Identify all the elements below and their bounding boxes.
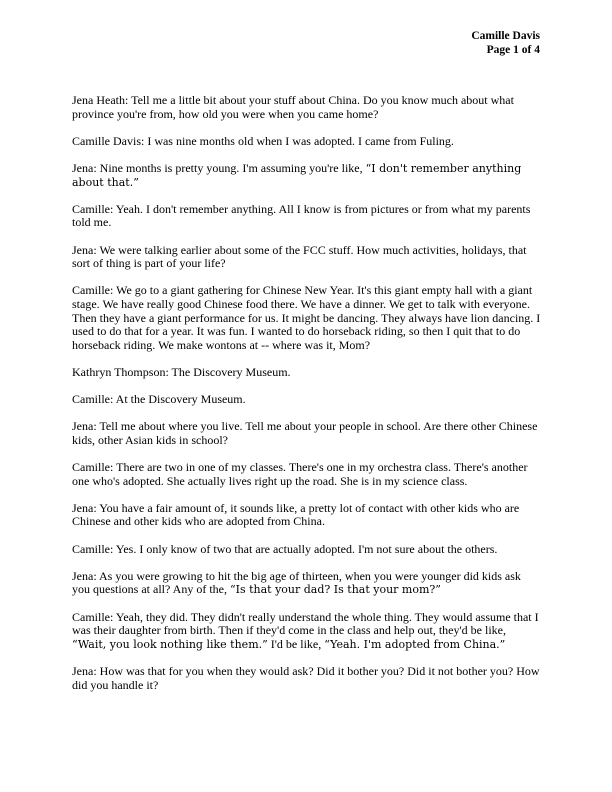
transcript-paragraph-7 bbox=[72, 366, 541, 380]
quoted-speech: “Wait, you look nothing like them.” bbox=[72, 637, 268, 651]
paragraph-text: Jena Heath: Tell me a little bit about your stuff about China. Do you know much about what province you're from, how old you were when you came home? bbox=[72, 93, 514, 121]
quoted-speech: “Is that your dad? Is that your mom?” bbox=[229, 583, 441, 597]
transcript-paragraph-14 bbox=[72, 611, 541, 652]
transcript-paragraph-1 bbox=[72, 94, 541, 121]
quoted-speech: “I don't remember anything about that.” bbox=[72, 161, 522, 189]
transcript-content bbox=[72, 94, 541, 706]
paragraph-text: Jena: You have a fair amount of, it sounds like, a pretty lot of contact with other kids who are Chinese and other kids who are adopted from China. bbox=[72, 500, 520, 529]
transcript-paragraph-10 bbox=[72, 461, 541, 488]
paragraph-text: Camille: Yeah, they did. They didn't really understand the whole thing. They would assume that I was their daughter from birth. Then if they'd come in the class and help out, they'd be like, bbox=[72, 609, 539, 638]
transcript-paragraph-4 bbox=[72, 203, 541, 230]
paragraph-text: Camille: At the Discovery Museum. bbox=[72, 392, 246, 407]
transcript-paragraph-8 bbox=[72, 393, 541, 407]
transcript-paragraph-13 bbox=[72, 570, 541, 597]
paragraph-text: Camille: There are two in one of my classes. There's one in my orchestra class. There's another one who's adopted. She actually lives right up the road. She is in my science class. bbox=[72, 460, 528, 488]
paragraph-text: Jena: Tell me about where you live. Tell me about your people in school. Are there other Chinese kids, other Asian kids in school? bbox=[72, 419, 538, 447]
transcript-paragraph-12 bbox=[72, 543, 541, 557]
paragraph-text: Camille: Yeah. I don't remember anything. All I know is from pictures or from what my parents told me. bbox=[72, 201, 531, 230]
paragraph-text: Jena: Nine months is pretty young. I'm assuming you're like, bbox=[72, 160, 366, 175]
transcript-paragraph-5 bbox=[72, 244, 541, 271]
transcript-paragraph-15 bbox=[72, 665, 541, 692]
header-author: Camille Davis bbox=[471, 30, 540, 42]
page-header bbox=[471, 29, 540, 57]
paragraph-text: Jena: How was that for you when they would ask? Did it bother you? Did it not bother you? How did you handle it? bbox=[72, 663, 540, 692]
transcript-paragraph-6 bbox=[72, 284, 541, 352]
header-page-number: Page 1 of 4 bbox=[486, 44, 540, 56]
paragraph-text: I'd be like, bbox=[267, 636, 325, 651]
transcript-paragraph-9 bbox=[72, 420, 541, 447]
paragraph-text: Camille: We go to a giant gathering for Chinese New Year. It's this giant empty hall with a giant stage. We have really good Chinese food there. We have a dinner. We get to talk with everyone. Then they have a giant performance for us. It might be dancing. They always have lion dancing. I used to do that for a year. It was fun. I wanted to do horseback riding, so then I quit that to do horseback riding. We make wontons at -- where was it, Mom? bbox=[72, 283, 541, 352]
transcript-paragraph-3 bbox=[72, 162, 541, 189]
paragraph-text: Jena: As you were growing to hit the big age of thirteen, when you were younger did kids ask you questions at all? Any of the, bbox=[72, 568, 521, 597]
quoted-speech: “Yeah. I'm adopted from China.” bbox=[324, 637, 506, 651]
transcript-paragraph-11 bbox=[72, 502, 541, 529]
paragraph-text: Kathryn Thompson: The Discovery Museum. bbox=[72, 364, 291, 379]
transcript-paragraph-2 bbox=[72, 135, 541, 149]
paragraph-text: Camille: Yes. I only know of two that are actually adopted. I'm not sure about the others. bbox=[72, 541, 498, 556]
paragraph-text: Camille Davis: I was nine months old when I was adopted. I came from Fuling. bbox=[72, 133, 454, 148]
paragraph-text: Jena: We were talking earlier about some of the FCC stuff. How much activities, holidays, that sort of thing is part of your life? bbox=[72, 242, 527, 271]
